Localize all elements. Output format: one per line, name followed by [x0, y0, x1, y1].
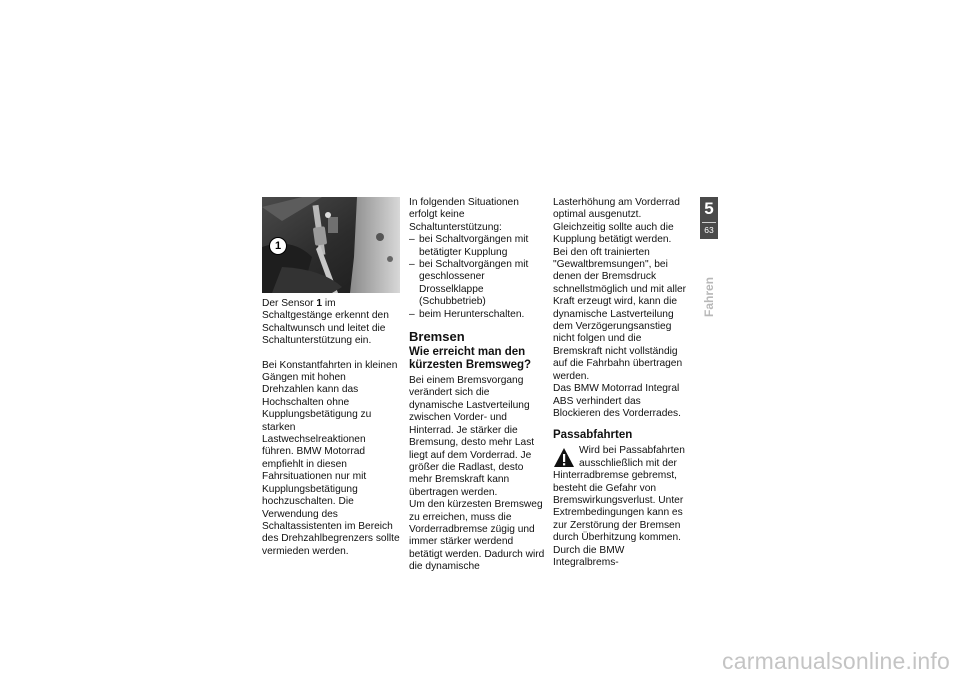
section-title-brakes: Bremsen [409, 329, 465, 345]
warning-text: Wird bei Passabfahrten ausschließlich mit der Hinterradbremse gebremst, besteht die Gefahr von Bremswirkungsverlust. Unter Extrembedingungen kann es zur Zerstörung der Bremsen durch Überhitzung kommen. [553, 445, 685, 544]
warning-triangle-icon [553, 447, 575, 469]
subheading-mountain-descents: Passabfahrten [553, 429, 633, 442]
photo-caption [262, 298, 400, 348]
abs-paragraph: Das BMW Motorrad Integral ABS verhindert das Blockieren des Vorderrades. [553, 383, 681, 419]
list-item: – bei Schaltvorgängen mit geschlossener Drosselklappe (Schubbetrieb) [409, 259, 545, 309]
column-1 [262, 298, 400, 558]
chapter-number: 5 [704, 199, 714, 218]
photo-callout-1: 1 [269, 237, 287, 255]
chapter-title-vertical: Fahren [702, 277, 716, 318]
caption-text-end: im Schaltgestänge erkennt den Schaltwunsch und leitet die Schaltunterstützung ein. [262, 298, 389, 347]
no-assist-list [409, 234, 545, 321]
watermark-text: carmanualsonline.info [722, 648, 950, 674]
column-2 [409, 197, 545, 574]
list-item: – bei Schaltvorgängen mit betätigter Kupplung [409, 234, 545, 259]
warning-block [553, 445, 687, 544]
tab-divider [702, 222, 716, 223]
load-shift-paragraph: Lasterhöhung am Vorderrad optimal ausgenutzt. Gleichzeitig sollte auch die Kupplung betätigt werden. Bei den oft trainierten "Gewaltbremsungen", bei denen der Bremsdruck schnellstmöglich und mit aller Kraft erzeugt wird, kann die dynamische Lastverteilung dem Verzögerungsanstieg nicht folgen und die Bremskraft nicht vollständig auf die Fahrbahn übertragen werden. [553, 197, 687, 382]
page-number: 63 [704, 225, 714, 235]
column-3 [553, 197, 687, 569]
subheading-shortest-braking: Wie erreicht man den kürzesten Bremsweg? [409, 346, 532, 372]
caption-text-start: Der Sensor [262, 298, 317, 309]
caption-callout-number: 1 [316, 298, 323, 309]
integral-brake-paragraph: Durch die BMW Integralbrems- [553, 544, 625, 568]
list-item: – beim Herunterschalten. [409, 309, 545, 321]
no-assist-intro: In folgenden Situationen erfolgt keine Schaltunterstützung: [409, 197, 519, 233]
braking-paragraph-2: Um den kürzesten Bremsweg zu erreichen, muss die Vorderradbremse zügig und immer stärker werdend betätigt werden. Dadurch wird die dynamische [409, 499, 545, 573]
gearshift-sensor-photo [262, 197, 400, 293]
braking-paragraph-1: Bei einem Bremsvorgang verändert sich die dynamische Lastverteilung zwischen Vorder- und Hinterrad. Je stärker die Bremsung, desto mehr Last liegt auf dem Vorderrad. Je größer die Radlast, desto mehr Bremskraft kann übertragen werden. [409, 375, 535, 498]
constant-speed-paragraph: Bei Konstantfahrten in kleinen Gängen mit hohen Drehzahlen kann das Hochschalten ohne Kupplungsbetätigung zu starken Lastwechselreaktionen führen. BMW Motorrad empfiehlt in diesen Fahrsituationen nur mit Kupplungsbetätigung hochzuschalten. Die Verwendung des Schaltassistenten im Bereich des Drehzahlbegrenzers sollte vermieden werden. [262, 359, 400, 557]
